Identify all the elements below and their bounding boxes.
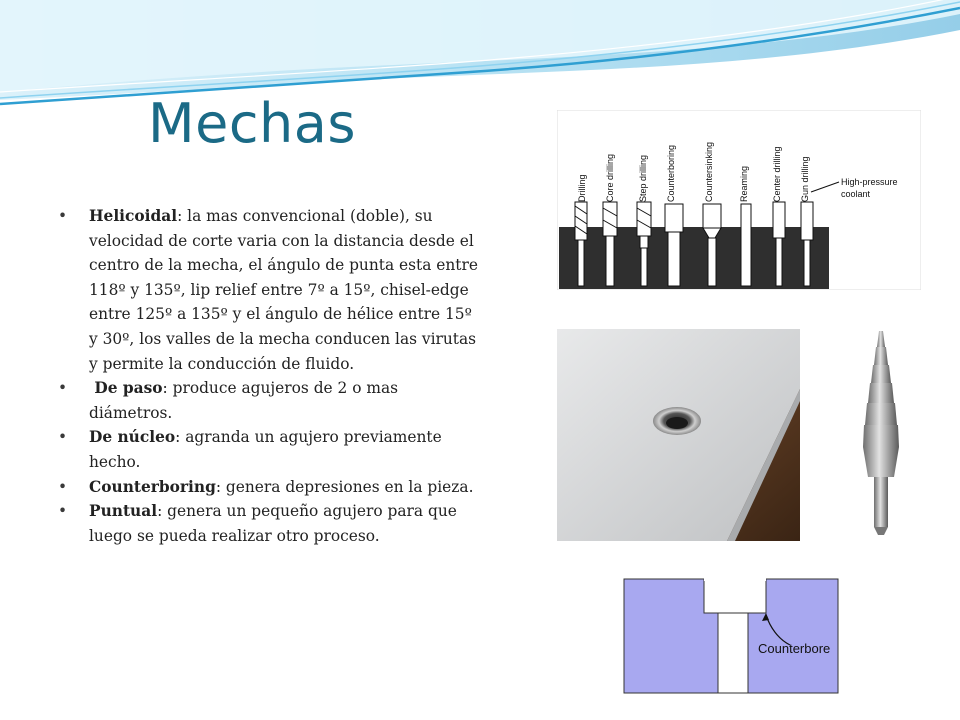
bullet-term: Counterboring: [89, 477, 216, 496]
drill-label: Center drilling: [772, 146, 782, 202]
slide-title: Mechas: [148, 92, 356, 155]
drill-label: Step drilling: [638, 154, 648, 202]
drill-label: Core drilling: [605, 153, 615, 202]
bullet-item-de-nucleo: [58, 425, 483, 474]
bullet-list: [58, 204, 483, 548]
bullet-term: De núcleo: [89, 428, 176, 447]
bullet-item-counterboring: [58, 475, 483, 500]
header-wave-decoration: [0, 0, 960, 110]
drill-label: Countersinking: [704, 141, 714, 202]
bullet-dot: •: [58, 428, 68, 447]
counterbore-label: Counterbore: [758, 641, 831, 656]
bullet-dot: •: [58, 379, 68, 398]
plate-hole-photo: [557, 329, 800, 541]
drill-label: Gun drilling: [800, 156, 810, 202]
bullet-text: : la mas convencional (doble), su velocidad de corte varia con la distancia desde el centro de la mecha, el ángulo de punta esta entre 118º y 135º, lip relief entre 7º a 15º, chisel-edge entre 125º a 135º y el ángulo de hélice entre 15º y 30º, los valles de la mecha conducen las virutas y permite la conducción de fluido.: [89, 207, 478, 373]
bullet-text: : genera depresiones en la pieza.: [215, 477, 474, 496]
bullet-text: : agranda un agujero previamente hecho.: [89, 428, 442, 471]
bullet-dot: •: [58, 207, 68, 225]
bullet-item-puntual: [58, 499, 483, 548]
bullet-dot: •: [58, 477, 68, 496]
drill-label: Reaming: [739, 165, 749, 202]
coolant-callout-line2: coolant: [841, 189, 871, 199]
bullet-term: Helicoidal: [89, 207, 178, 225]
bullet-term: Puntual: [89, 502, 158, 521]
bullet-item-de-paso: [58, 376, 483, 425]
bullet-text: : genera un pequeño agujero para que luego se pueda realizar otro proceso.: [89, 502, 457, 545]
bullet-text: : produce agujeros de 2 o mas diámetros.: [89, 379, 399, 422]
bullet-term: De paso: [89, 379, 163, 398]
step-drill-bit-photo: [846, 327, 916, 537]
bullet-dot: •: [58, 502, 68, 521]
bullet-item-helicoidal: [58, 204, 483, 376]
drill-types-diagram: [557, 110, 921, 290]
coolant-callout-line1: High-pressure: [841, 177, 898, 187]
drill-label: Drilling: [577, 174, 587, 202]
counterbore-diagram: [618, 557, 848, 699]
drill-label: Counterboring: [666, 144, 676, 202]
